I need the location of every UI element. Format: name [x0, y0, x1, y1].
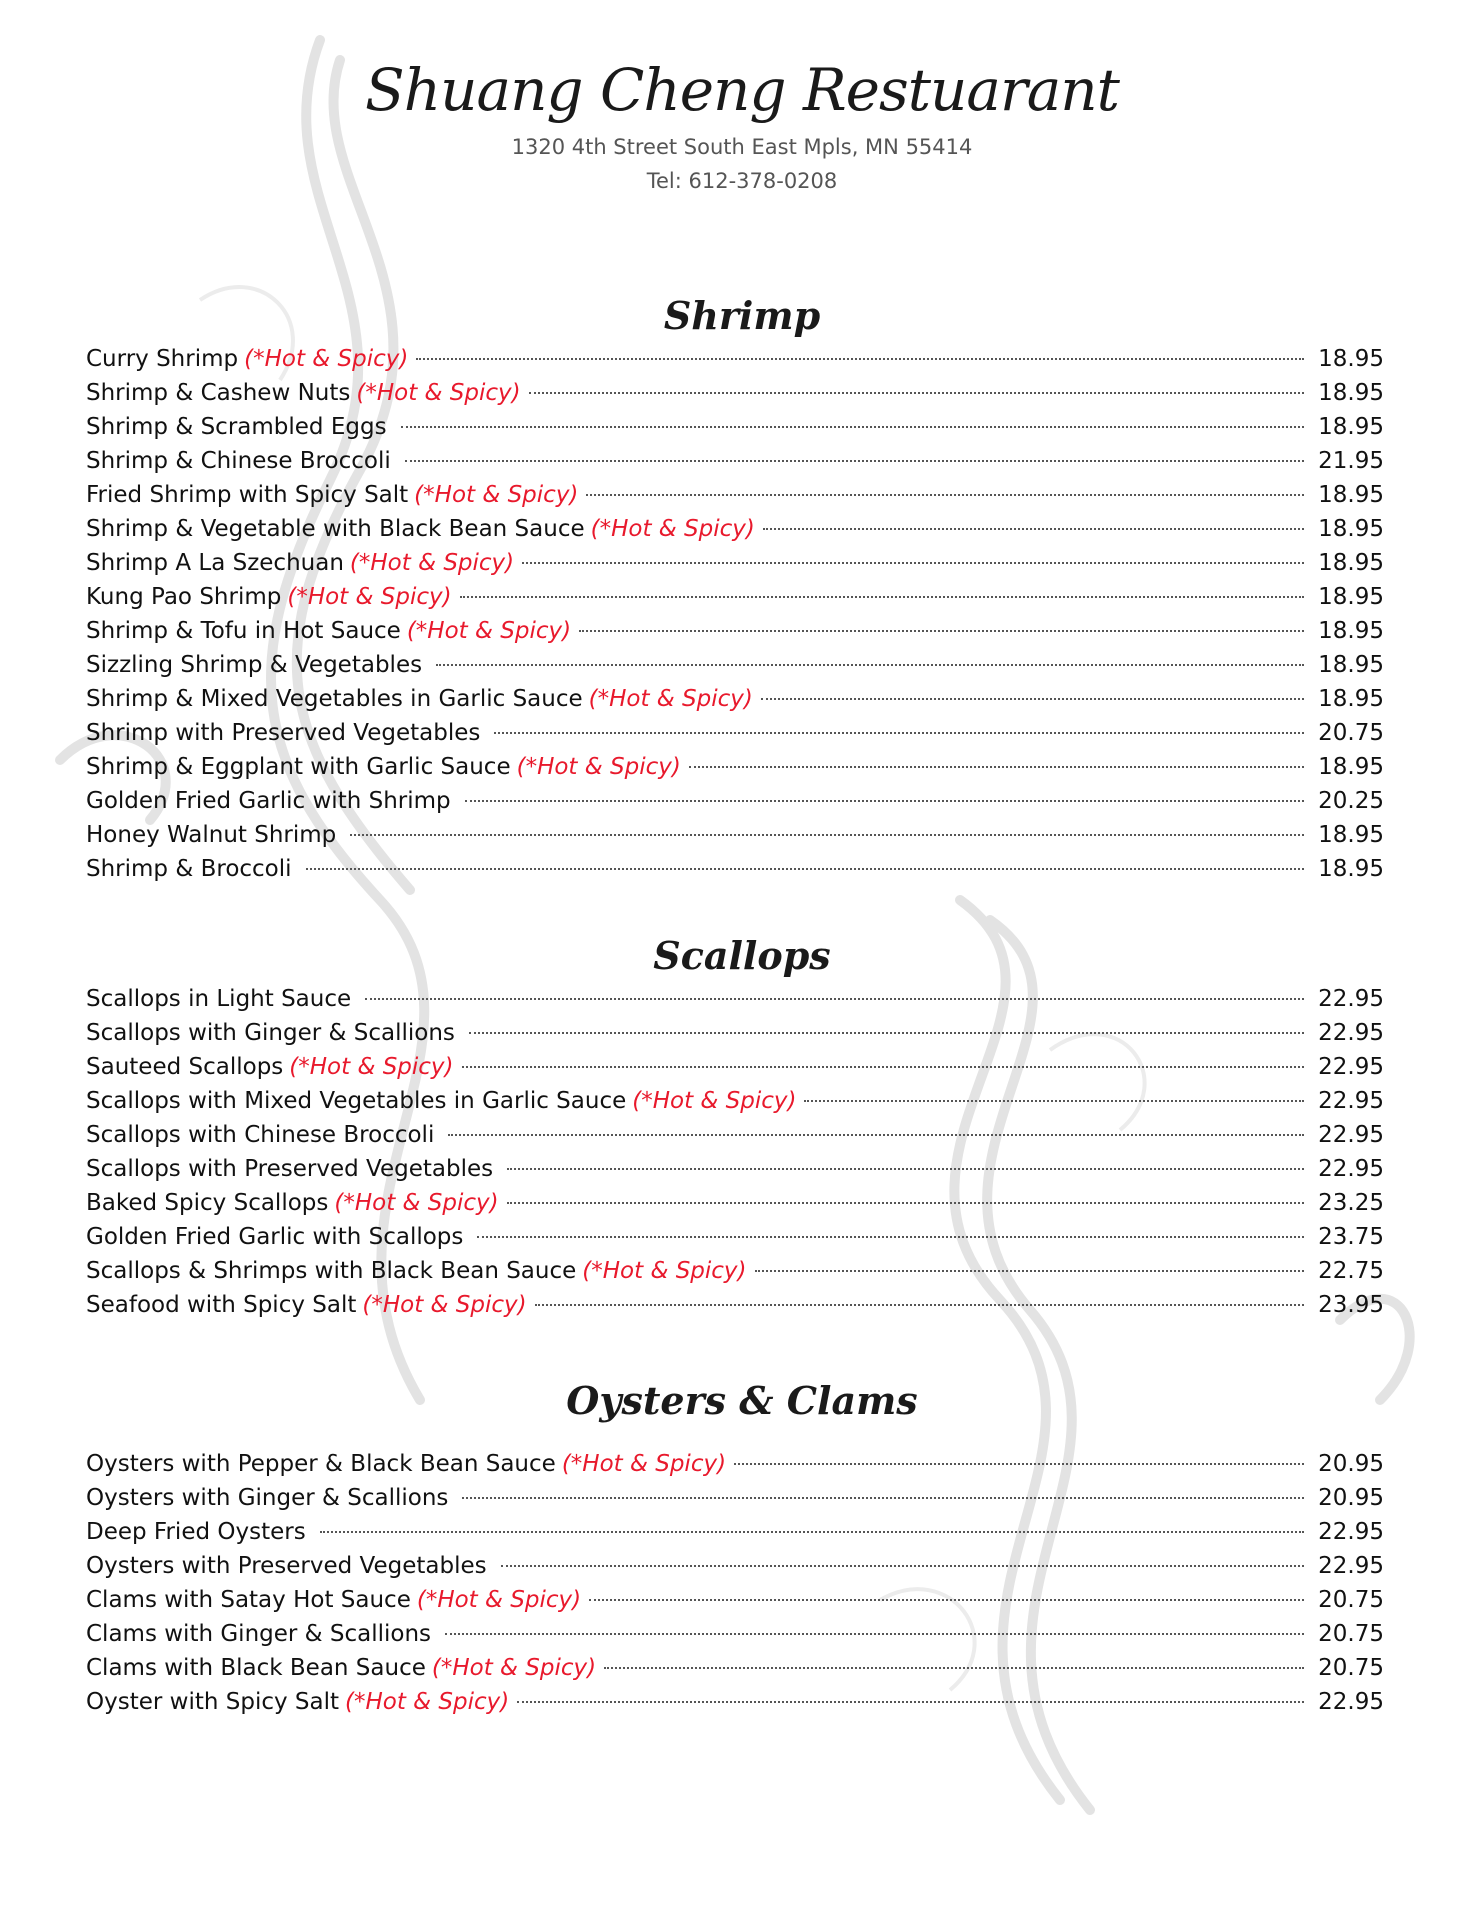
menu-item-list [0, 342, 1484, 886]
menu-item-name: Clams with Ginger & Scallions [86, 1621, 432, 1647]
dot-leader [405, 460, 1304, 462]
menu-item-name: Scallops with Chinese Broccoli [86, 1122, 435, 1148]
hot-spicy-note: (*Hot & Spicy) [414, 482, 579, 508]
dot-leader [804, 1100, 1304, 1102]
menu-item-price: 22.75 [1318, 1258, 1384, 1284]
menu-item [86, 1685, 1384, 1719]
scallops-section [0, 930, 1484, 1322]
menu-item-name: Sizzling Shrimp & Vegetables [86, 652, 423, 678]
menu-item [86, 750, 1384, 784]
oysters-clams-section [0, 1375, 1484, 1719]
menu-item-name: Deep Fried Oysters [86, 1519, 306, 1545]
menu-item-price: 22.95 [1318, 1088, 1384, 1114]
menu-item-price: 21.95 [1318, 448, 1384, 474]
menu-item-price: 20.75 [1318, 1655, 1384, 1681]
menu-item [86, 1084, 1384, 1118]
section-title: Oysters & Clams [566, 1378, 918, 1423]
hot-spicy-note: (*Hot & Spicy) [582, 1258, 747, 1284]
menu-item-name: Clams with Satay Hot Sauce [86, 1587, 411, 1613]
restaurant-name: Shuang Cheng Restuarant [365, 56, 1119, 124]
menu-item-price: 22.95 [1318, 1122, 1384, 1148]
menu-item-price: 20.95 [1318, 1451, 1384, 1477]
menu-item-name: Shrimp & Vegetable with Black Bean Sauce [86, 516, 585, 542]
menu-item [86, 546, 1384, 580]
menu-item-name: Scallops with Ginger & Scallions [86, 1020, 455, 1046]
menu-item-price: 18.95 [1318, 482, 1384, 508]
dot-leader [529, 392, 1304, 394]
menu-item-name: Honey Walnut Shrimp [86, 822, 337, 848]
dot-leader [460, 596, 1304, 598]
section-title: Scallops [653, 933, 831, 978]
menu-item-price: 18.95 [1318, 754, 1384, 780]
menu-item-name: Oysters with Ginger & Scallions [86, 1485, 449, 1511]
hot-spicy-note: (*Hot & Spicy) [632, 1088, 797, 1114]
menu-item-name: Baked Spicy Scallops [86, 1190, 329, 1216]
menu-item-name: Golden Fried Garlic with Shrimp [86, 788, 451, 814]
menu-item [86, 716, 1384, 750]
dot-leader [734, 1463, 1304, 1465]
menu-item-price: 22.95 [1318, 1054, 1384, 1080]
menu-item-name: Shrimp & Broccoli [86, 856, 292, 882]
menu-item-name: Shrimp & Cashew Nuts [86, 380, 351, 406]
dot-leader [604, 1667, 1304, 1669]
menu-item [86, 784, 1384, 818]
restaurant-phone: Tel: 612-378-0208 [646, 169, 838, 193]
menu-item-price: 18.95 [1318, 618, 1384, 644]
menu-item-name: Scallops in Light Sauce [86, 986, 352, 1012]
menu-item-price: 18.95 [1318, 516, 1384, 542]
menu-item [86, 1549, 1384, 1583]
dot-leader [579, 630, 1304, 632]
hot-spicy-note: (*Hot & Spicy) [244, 346, 409, 372]
dot-leader [507, 1202, 1304, 1204]
menu-item-price: 20.25 [1318, 788, 1384, 814]
menu-item [86, 818, 1384, 852]
menu-item [86, 682, 1384, 716]
menu-item-price: 22.95 [1318, 986, 1384, 1012]
menu-item [86, 1050, 1384, 1084]
hot-spicy-note: (*Hot & Spicy) [362, 1292, 527, 1318]
dot-leader [306, 868, 1304, 870]
dot-leader [586, 494, 1304, 496]
dot-leader [462, 1497, 1304, 1499]
menu-item-name: Clams with Black Bean Sauce [86, 1655, 426, 1681]
menu-item [86, 444, 1384, 478]
hot-spicy-note: (*Hot & Spicy) [431, 1655, 597, 1681]
dot-leader [522, 562, 1304, 564]
menu-item [86, 1447, 1384, 1481]
hot-spicy-note: (*Hot & Spicy) [289, 1054, 454, 1080]
dot-leader [462, 1066, 1304, 1068]
menu-item-price: 18.95 [1318, 856, 1384, 882]
menu-item-price: 22.95 [1318, 1020, 1384, 1046]
restaurant-address: 1320 4th Street South East Mpls, MN 55414 [511, 135, 973, 159]
menu-item-name: Oysters with Preserved Vegetables [86, 1553, 487, 1579]
menu-item [86, 512, 1384, 546]
menu-item [86, 1583, 1384, 1617]
dot-leader [755, 1270, 1304, 1272]
hot-spicy-note: (*Hot & Spicy) [561, 1451, 727, 1477]
dot-leader [445, 1633, 1304, 1635]
menu-item-name: Shrimp & Scrambled Eggs [86, 414, 387, 440]
menu-item [86, 1481, 1384, 1515]
menu-item-name: Kung Pao Shrimp [86, 584, 282, 610]
dot-leader [517, 1701, 1304, 1703]
dot-leader [477, 1236, 1304, 1238]
menu-item [86, 342, 1384, 376]
hot-spicy-note: (*Hot & Spicy) [345, 1689, 510, 1715]
restaurant-header [0, 50, 1484, 198]
menu-item-name: Shrimp & Mixed Vegetables in Garlic Sauce [86, 686, 583, 712]
menu-item [86, 376, 1384, 410]
menu-item-price: 20.95 [1318, 1485, 1384, 1511]
menu-item [86, 614, 1384, 648]
dot-leader [416, 358, 1304, 360]
dot-leader [320, 1531, 1304, 1533]
hot-spicy-note: (*Hot & Spicy) [406, 618, 572, 644]
menu-item [86, 1118, 1384, 1152]
menu-item-name: Shrimp with Preserved Vegetables [86, 720, 481, 746]
dot-leader [763, 528, 1304, 530]
menu-item-price: 22.95 [1318, 1156, 1384, 1182]
menu-item [86, 1617, 1384, 1651]
hot-spicy-note: (*Hot & Spicy) [349, 550, 515, 576]
dot-leader [465, 800, 1304, 802]
menu-item-price: 23.95 [1318, 1292, 1384, 1318]
menu-item-price: 22.95 [1318, 1553, 1384, 1579]
dot-leader [589, 1599, 1304, 1601]
hot-spicy-note: (*Hot & Spicy) [516, 754, 681, 780]
menu-item-name: Oyster with Spicy Salt [86, 1689, 339, 1715]
menu-item-name: Fried Shrimp with Spicy Salt [86, 482, 409, 508]
menu-item-name: Seafood with Spicy Salt [86, 1292, 357, 1318]
menu-item [86, 982, 1384, 1016]
hot-spicy-note: (*Hot & Spicy) [416, 1587, 582, 1613]
dot-leader [507, 1168, 1304, 1170]
dot-leader [469, 1032, 1304, 1034]
hot-spicy-note: (*Hot & Spicy) [590, 516, 755, 542]
menu-item-price: 18.95 [1318, 380, 1384, 406]
menu-item-price: 18.95 [1318, 346, 1384, 372]
dot-leader [436, 664, 1304, 666]
menu-item-name: Golden Fried Garlic with Scallops [86, 1224, 464, 1250]
menu-item-price: 23.25 [1318, 1190, 1384, 1216]
menu-item-price: 23.75 [1318, 1224, 1384, 1250]
menu-item-price: 18.95 [1318, 550, 1384, 576]
hot-spicy-note: (*Hot & Spicy) [287, 584, 452, 610]
menu-item [86, 580, 1384, 614]
menu-item-price: 18.95 [1318, 686, 1384, 712]
menu-item-name: Scallops with Preserved Vegetables [86, 1156, 494, 1182]
dot-leader [401, 426, 1304, 428]
menu-item [86, 410, 1384, 444]
menu-item-price: 18.95 [1318, 584, 1384, 610]
hot-spicy-note: (*Hot & Spicy) [356, 380, 521, 406]
menu-item-list [0, 982, 1484, 1322]
menu-item-name: Scallops & Shrimps with Black Bean Sauce [86, 1258, 577, 1284]
menu-item-price: 18.95 [1318, 414, 1384, 440]
menu-item [86, 1016, 1384, 1050]
menu-item-name: Sauteed Scallops [86, 1054, 284, 1080]
menu-item [86, 1220, 1384, 1254]
menu-item-name: Shrimp A La Szechuan [86, 550, 344, 576]
dot-leader [494, 732, 1304, 734]
menu-item-name: Oysters with Pepper & Black Bean Sauce [86, 1451, 556, 1477]
menu-item [86, 648, 1384, 682]
menu-item-price: 18.95 [1318, 822, 1384, 848]
menu-item [86, 1186, 1384, 1220]
dot-leader [689, 766, 1304, 768]
menu-item-name: Curry Shrimp [86, 346, 239, 372]
menu-item [86, 478, 1384, 512]
hot-spicy-note: (*Hot & Spicy) [334, 1190, 499, 1216]
menu-item [86, 1515, 1384, 1549]
menu-item [86, 1152, 1384, 1186]
dot-leader [448, 1134, 1304, 1136]
dot-leader [365, 998, 1304, 1000]
menu-item [86, 1288, 1384, 1322]
menu-item [86, 1651, 1384, 1685]
menu-item-name: Shrimp & Tofu in Hot Sauce [86, 618, 401, 644]
menu-item-price: 18.95 [1318, 652, 1384, 678]
dot-leader [350, 834, 1304, 836]
dot-leader [535, 1304, 1304, 1306]
menu-item [86, 1254, 1384, 1288]
menu-item-price: 20.75 [1318, 1621, 1384, 1647]
menu-item-list [0, 1447, 1484, 1719]
section-title: Shrimp [663, 293, 821, 338]
menu-item-name: Shrimp & Eggplant with Garlic Sauce [86, 754, 511, 780]
menu-item-name: Shrimp & Chinese Broccoli [86, 448, 391, 474]
hot-spicy-note: (*Hot & Spicy) [588, 686, 753, 712]
menu-item [86, 852, 1384, 886]
shrimp-section [0, 290, 1484, 886]
dot-leader [761, 698, 1304, 700]
dot-leader [501, 1565, 1304, 1567]
menu-item-price: 22.95 [1318, 1689, 1384, 1715]
menu-item-price: 22.95 [1318, 1519, 1384, 1545]
menu-item-price: 20.75 [1318, 720, 1384, 746]
menu-item-name: Scallops with Mixed Vegetables in Garlic Sauce [86, 1088, 627, 1114]
menu-item-price: 20.75 [1318, 1587, 1384, 1613]
